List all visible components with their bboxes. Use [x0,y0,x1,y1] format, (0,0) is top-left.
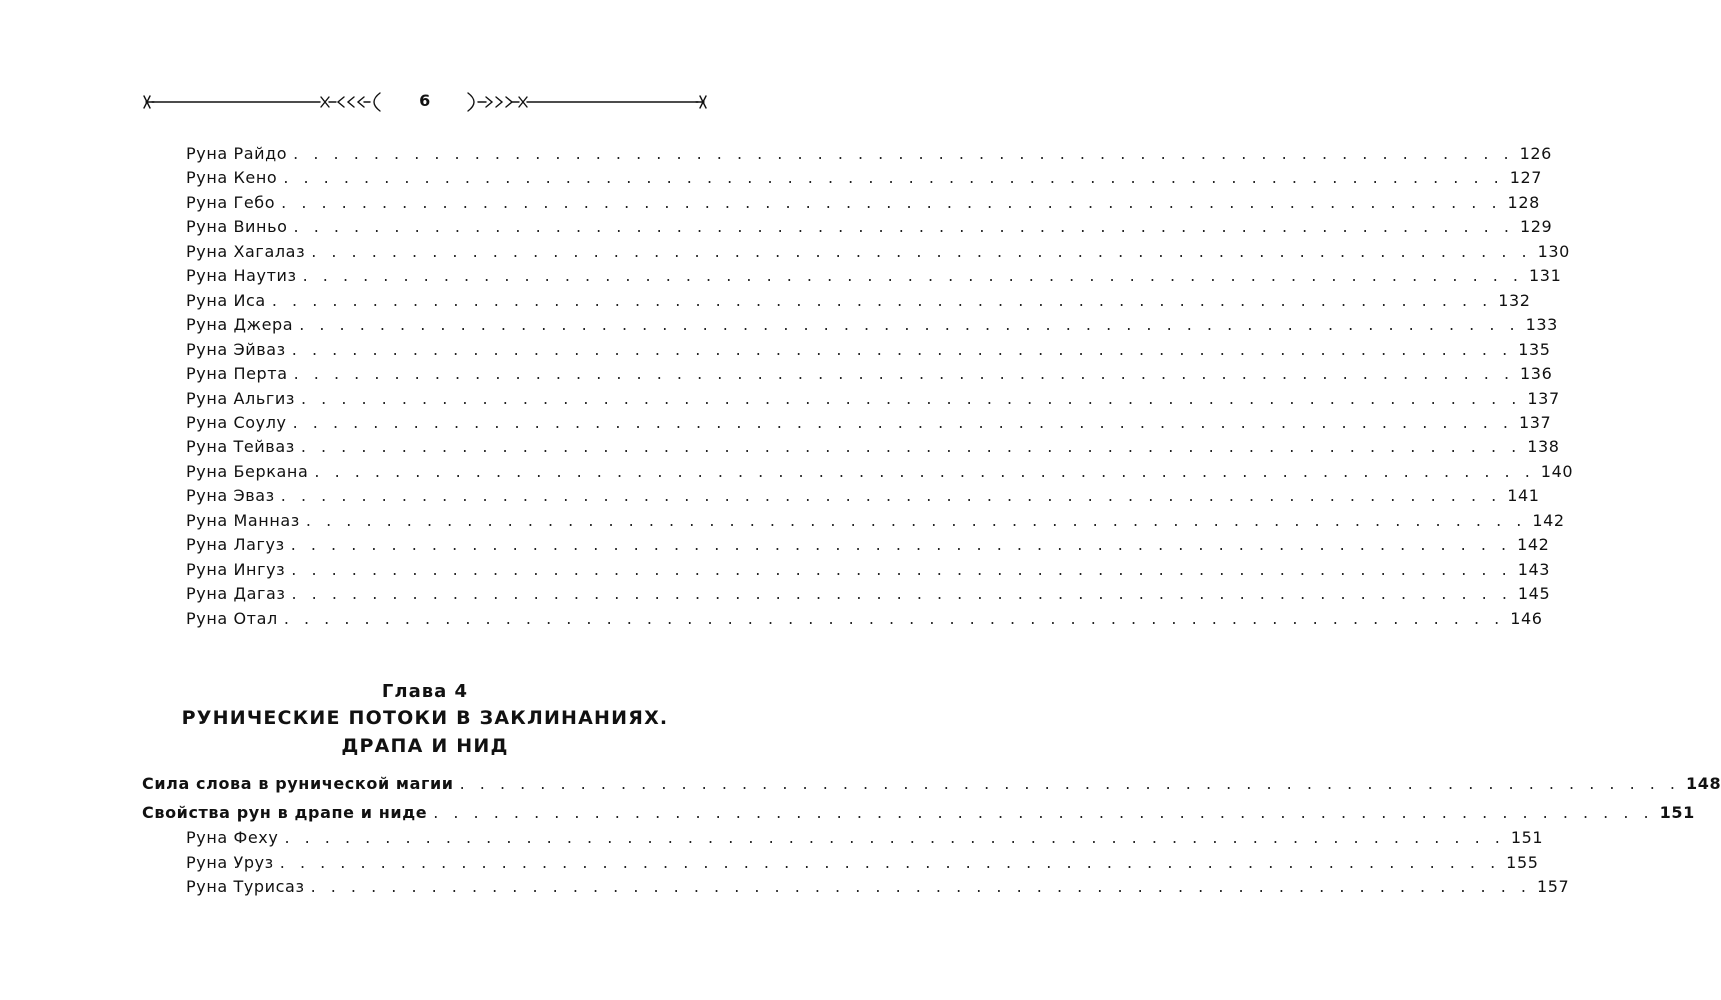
toc-entry-page-number: 133 [1525,315,1558,334]
toc-entry-page-number: 143 [1517,560,1551,579]
chapter-title-line-2: ДРАПА И НИД [341,735,509,757]
toc-entry-page-number: 126 [1519,144,1552,163]
toc-entry[interactable] [186,462,1574,482]
toc-entry-page-number: 148 [1686,774,1721,793]
toc-dot-leader: . . . . . . . . . . . . . . . . . . . . . . . . . . . . . . . . . . . . . . . . . . . . . . . . . . . . . . . . . . . . . [299,315,1520,334]
toc-entry[interactable] [186,217,1553,237]
toc-dot-leader: . . . . . . . . . . . . . . . . . . . . . . . . . . . . . . . . . . . . . . . . . . . . . . . . . . . . . . . . . . . . . [310,877,1531,896]
toc-entry-title: Руна Эйваз [186,340,286,359]
toc-entry-page-number: 142 [1532,511,1565,530]
toc-entry-title: Руна Отал [186,609,278,628]
toc-entry-page-number: 137 [1519,413,1552,432]
toc-dot-leader: . . . . . . . . . . . . . . . . . . . . . . . . . . . . . . . . . . . . . . . . . . . . . . . . . . . . . . . . . . . . . [291,560,1512,579]
chapter-label: Глава 4 [381,681,469,702]
toc-entry-page-number: 155 [1506,853,1539,872]
toc-entry-title: Руна Уруз [186,853,274,872]
toc-entry[interactable] [186,584,1551,604]
toc-entry-title: Руна Феху [186,828,279,847]
toc-entry[interactable] [186,437,1560,457]
toc-entry-title: Руна Эваз [186,486,275,505]
toc-entry[interactable] [186,291,1531,311]
toc-entry-title: Руна Иса [186,291,266,310]
toc-entry-page-number: 157 [1536,877,1570,896]
toc-entry-title: Руна Ингуз [186,560,286,579]
toc-entry-title: Руна Перта [186,364,288,383]
toc-entry-page-number: 131 [1529,266,1562,285]
toc-entry-title: Свойства рун в драпе и ниде [142,803,428,822]
page-header [140,88,710,118]
toc-entry-page-number: 146 [1510,609,1543,628]
toc-entry-title: Руна Наутиз [186,266,297,285]
toc-entry-page-number: 129 [1519,217,1553,236]
toc-entry-page-number: 142 [1517,535,1550,554]
toc-entry-page-number: 136 [1520,364,1553,383]
toc-entry[interactable] [186,609,1543,629]
toc-entry[interactable] [186,535,1550,555]
toc-entry-page-number: 145 [1517,584,1551,603]
toc-entry-page-number: 151 [1659,803,1695,822]
toc-entry[interactable] [186,144,1552,164]
page-number: 6 [419,91,431,110]
toc-entry-page-number: 138 [1527,437,1560,456]
toc-entry-title: Руна Виньо [186,217,288,236]
toc-dot-leader: . . . . . . . . . . . . . . . . . . . . . . . . . . . . . . . . . . . . . . . . . . . . . . . . . . . . . . . . . . . . . [283,609,1505,628]
toc-entry[interactable] [186,877,1570,897]
toc-entry-title: Руна Гебо [186,193,276,212]
toc-entry[interactable] [186,340,1551,360]
toc-dot-leader: . . . . . . . . . . . . . . . . . . . . . . . . . . . . . . . . . . . . . . . . . . . . . . . . . . . . . . . . . . . . . [283,168,1504,187]
toc-entry-title: Сила слова в рунической магии [142,774,454,793]
toc-entry-page-number: 132 [1498,291,1531,310]
toc-entry-title: Руна Дагаз [186,584,286,603]
toc-entry[interactable] [142,803,1695,823]
toc-dot-leader: . . . . . . . . . . . . . . . . . . . . . . . . . . . . . . . . . . . . . . . . . . . . . . . . . . . . . . . . . . . . . [305,511,1527,530]
toc-dot-leader: . . . . . . . . . . . . . . . . . . . . . . . . . . . . . . . . . . . . . . . . . . . . . . . . . . . . . . . . . . . . . [291,584,1512,603]
toc-dot-leader: . . . . . . . . . . . . . . . . . . . . . . . . . . . . . . . . . . . . . . . . . . . . . . . . . . . . . . . . . . . . . [293,364,1515,383]
chapter-heading [100,680,750,760]
chapter-title-line-1: РУНИЧЕСКИЕ ПОТОКИ В ЗАКЛИНАНИЯХ. [181,707,669,729]
toc-entry-page-number: 135 [1518,340,1551,359]
toc-dot-leader: . . . . . . . . . . . . . . . . . . . . . . . . . . . . . . . . . . . . . . . . . . . . . . . . . . . . . . . . . . . . . [300,389,1522,408]
toc-entry[interactable] [186,389,1560,409]
toc-entry-title: Руна Манназ [186,511,300,530]
toc-entry-title: Руна Лагуз [186,535,285,554]
toc-dot-leader: . . . . . . . . . . . . . . . . . . . . . . . . . . . . . . . . . . . . . . . . . . . . . . . . . . . . . . . . . . . . . [293,217,1514,236]
toc-dot-leader: . . . . . . . . . . . . . . . . . . . . . . . . . . . . . . . . . . . . . . . . . . . . . . . . . . . . . . . . . . . . . [271,291,1493,310]
toc-entry[interactable] [186,315,1558,335]
toc-entry-title: Руна Хагалаз [186,242,306,261]
toc-entry[interactable] [186,168,1543,188]
toc-dot-leader: . . . . . . . . . . . . . . . . . . . . . . . . . . . . . . . . . . . . . . . . . . . . . . . . . . . . . . . . . . . . . [314,462,1535,481]
toc-entry[interactable] [186,560,1551,580]
toc-entry-title: Руна Беркана [186,462,309,481]
toc-entry[interactable] [186,828,1544,848]
toc-dot-leader: . . . . . . . . . . . . . . . . . . . . . . . . . . . . . . . . . . . . . . . . . . . . . . . . . . . . . . . . . . . . . [281,193,1502,212]
toc-entry[interactable] [142,774,1721,794]
toc-entry-page-number: 137 [1527,389,1560,408]
toc-entry-title: Руна Тейваз [186,437,295,456]
toc-entry[interactable] [186,364,1553,384]
toc-dot-leader: . . . . . . . . . . . . . . . . . . . . . . . . . . . . . . . . . . . . . . . . . . . . . . . . . . . . . . . . . . . . . [280,486,1502,505]
toc-entry-page-number: 130 [1537,242,1570,261]
toc-entry-title: Руна Соулу [186,413,287,432]
toc-dot-leader: . . . . . . . . . . . . . . . . . . . . . . . . . . . . . . . . . . . . . . . . . . . . . . . . . . . . . . . . . . . . . [311,242,1532,261]
toc-entry-page-number: 128 [1507,193,1540,212]
toc-entry-page-number: 127 [1509,168,1543,187]
toc-dot-leader: . . . . . . . . . . . . . . . . . . . . . . . . . . . . . . . . . . . . . . . . . . . . . . . . . . . . . . . . . . . . . [284,828,1505,847]
toc-entry[interactable] [186,413,1552,433]
toc-dot-leader: . . . . . . . . . . . . . . . . . . . . . . . . . . . . . . . . . . . . . . . . . . . . . . . . . . . . . . . . . . . . . [293,144,1514,163]
toc-entry-title: Руна Райдо [186,144,288,163]
toc-entry-title: Руна Турисаз [186,877,305,896]
toc-entry[interactable] [186,853,1539,873]
toc-entry-title: Руна Кено [186,168,278,187]
toc-dot-leader: . . . . . . . . . . . . . . . . . . . . . . . . . . . . . . . . . . . . . . . . . . . . . . . . . . . . . . . . . . . . . [300,437,1522,456]
toc-entry[interactable] [186,266,1562,286]
toc-entry-page-number: 151 [1510,828,1544,847]
toc-entry[interactable] [186,511,1565,531]
toc-entry[interactable] [186,486,1540,506]
toc-dot-leader: . . . . . . . . . . . . . . . . . . . . . . . . . . . . . . . . . . . . . . . . . . . . . . . . . . . . . . . . . . . . . [459,774,1680,793]
toc-dot-leader: . . . . . . . . . . . . . . . . . . . . . . . . . . . . . . . . . . . . . . . . . . . . . . . . . . . . . . . . . . . . . [433,803,1654,822]
toc-dot-leader: . . . . . . . . . . . . . . . . . . . . . . . . . . . . . . . . . . . . . . . . . . . . . . . . . . . . . . . . . . . . . [279,853,1501,872]
toc-dot-leader: . . . . . . . . . . . . . . . . . . . . . . . . . . . . . . . . . . . . . . . . . . . . . . . . . . . . . . . . . . . . . [302,266,1524,285]
toc-dot-leader: . . . . . . . . . . . . . . . . . . . . . . . . . . . . . . . . . . . . . . . . . . . . . . . . . . . . . . . . . . . . . [292,413,1513,432]
toc-dot-leader: . . . . . . . . . . . . . . . . . . . . . . . . . . . . . . . . . . . . . . . . . . . . . . . . . . . . . . . . . . . . . [290,535,1512,554]
toc-dot-leader: . . . . . . . . . . . . . . . . . . . . . . . . . . . . . . . . . . . . . . . . . . . . . . . . . . . . . . . . . . . . . [291,340,1513,359]
toc-entry-page-number: 140 [1540,462,1574,481]
toc-entry-title: Руна Альгиз [186,389,295,408]
toc-entry-page-number: 141 [1507,486,1540,505]
toc-entry-title: Руна Джера [186,315,294,334]
toc-entry[interactable] [186,242,1570,262]
toc-entry[interactable] [186,193,1540,213]
